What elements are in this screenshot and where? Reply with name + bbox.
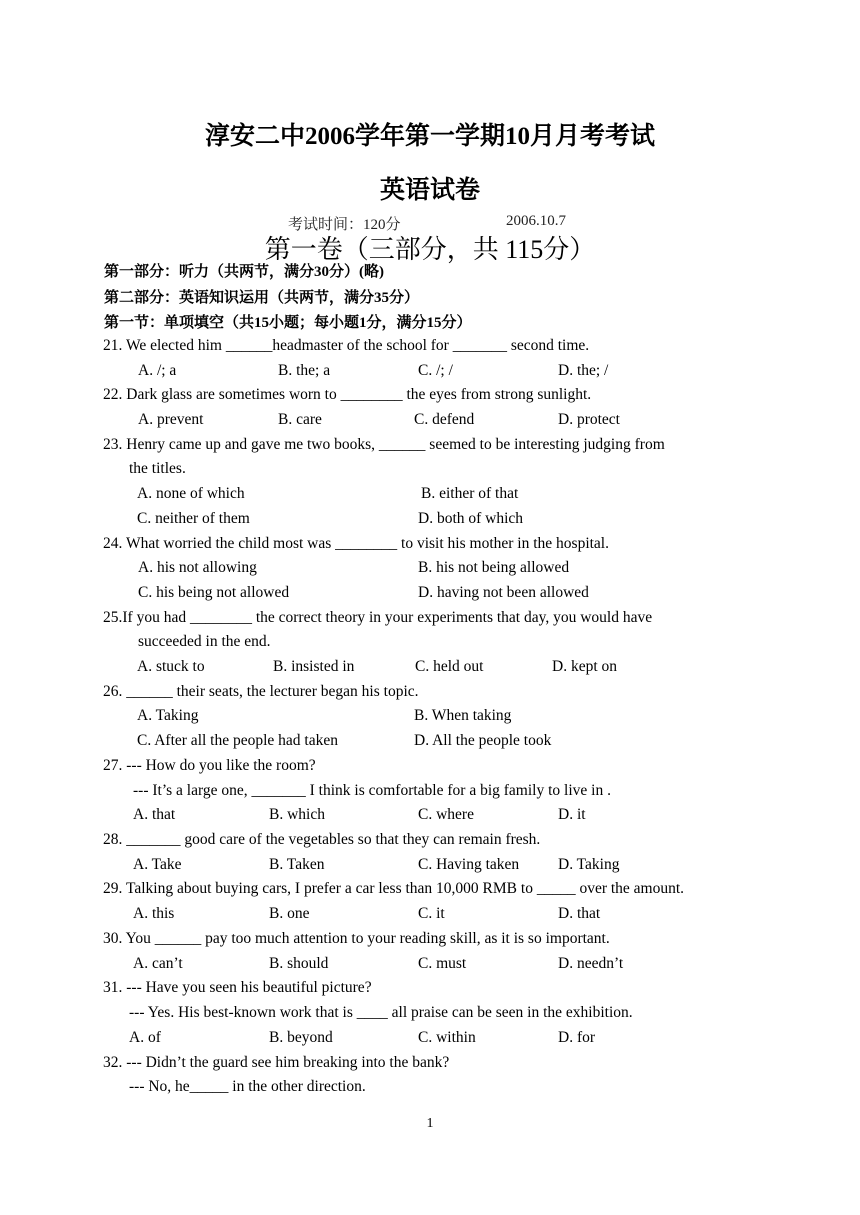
question-29-option-a: A. this (133, 905, 175, 922)
question-31-option-a: A. of (129, 1029, 161, 1046)
question-21-option-d: D. the; / (558, 362, 609, 379)
question-22-option-d: D. protect (558, 411, 620, 428)
page-number: 1 (426, 1116, 434, 1131)
question-24-stem: 24. What worried the child most was ________ to visit his mother in the hospital. (103, 535, 609, 552)
question-24-option-a: A. his not allowing (138, 559, 257, 576)
question-32-stem: 32. --- Didn’t the guard see him breaking into the bank? (103, 1054, 450, 1071)
question-31-stem: 31. --- Have you seen his beautiful picture? (103, 979, 372, 996)
question-29-option-b: B. one (269, 905, 310, 922)
section-single-choice: 第一节：单项填空（共15小题；每小题1分，满分15分） (104, 315, 472, 331)
question-30-option-c: C. must (418, 955, 467, 972)
question-25-stem: 25.If you had ________ the correct theory in your experiments that day, you would have (103, 609, 653, 626)
question-30-option-a: A. can’t (133, 955, 183, 972)
question-23-option-d: D. both of which (418, 510, 524, 527)
exam-title: 淳安二中2006学年第一学期10月月考考试 (204, 123, 655, 150)
question-21-option-b: B. the; a (278, 362, 331, 379)
question-25-option-b: B. insisted in (273, 658, 355, 675)
question-26-option-c: C. After all the people had taken (137, 732, 339, 749)
question-23-option-c: C. neither of them (137, 510, 250, 527)
question-27-option-a: A. that (133, 806, 176, 823)
question-27-stem-continued: --- It’s a large one, _______ I think is comfortable for a big family to live in . (133, 782, 611, 799)
part-title: 第一卷（三部分，共 115分） (264, 235, 596, 264)
exam-time: 考试时间：120分 (288, 217, 401, 233)
question-26-option-a: A. Taking (137, 707, 199, 724)
section-listening: 第一部分：听力（共两节，满分30分）(略) (104, 264, 384, 280)
question-30-option-d: D. needn’t (558, 955, 624, 972)
question-26-option-b: B. When taking (414, 707, 512, 724)
question-31-option-d: D. for (558, 1029, 596, 1046)
question-25-option-c: C. held out (415, 658, 484, 675)
question-26-stem: 26. ______ their seats, the lecturer began his topic. (103, 683, 419, 700)
exam-subtitle: 英语试卷 (379, 177, 480, 204)
section-knowledge: 第二部分：英语知识运用（共两节，满分35分） (104, 290, 420, 306)
question-28-stem: 28. _______ good care of the vegetables so that they can remain fresh. (103, 831, 541, 848)
question-30-option-b: B. should (269, 955, 329, 972)
question-27-option-b: B. which (269, 806, 325, 823)
question-25-option-d: D. kept on (552, 658, 618, 675)
question-28-option-d: D. Taking (558, 856, 620, 873)
question-27-stem: 27. --- How do you like the room? (103, 757, 316, 774)
question-22-option-a: A. prevent (138, 411, 204, 428)
question-31-option-b: B. beyond (269, 1029, 333, 1046)
question-29-option-d: D. that (558, 905, 601, 922)
question-23-option-a: A. none of which (137, 485, 245, 502)
question-24-option-d: D. having not been allowed (418, 584, 589, 601)
question-25-stem-continued: succeeded in the end. (138, 633, 271, 650)
exam-date: 2006.10.7 (506, 213, 566, 229)
question-29-option-c: C. it (418, 905, 445, 922)
question-27-option-d: D. it (558, 806, 586, 823)
question-22-option-c: C. defend (414, 411, 475, 428)
question-28-option-b: B. Taken (269, 856, 325, 873)
question-22-option-b: B. care (278, 411, 322, 428)
question-24-option-c: C. his being not allowed (138, 584, 290, 601)
question-22-stem: 22. Dark glass are sometimes worn to ________ the eyes from strong sunlight. (103, 386, 592, 403)
question-30-stem: 30. You ______ pay too much attention to your reading skill, as it is so important. (103, 930, 610, 947)
question-26-option-d: D. All the people took (414, 732, 552, 749)
question-27-option-c: C. where (418, 806, 474, 823)
question-29-stem: 29. Talking about buying cars, I prefer a car less than 10,000 RMB to _____ over the amount. (103, 880, 685, 897)
question-21-option-c: C. /; / (418, 362, 453, 379)
question-21-option-a: A. /; a (138, 362, 177, 379)
question-23-option-b: B. either of that (421, 485, 519, 502)
question-31-option-c: C. within (418, 1029, 476, 1046)
question-25-option-a: A. stuck to (137, 658, 205, 675)
question-21-stem: 21. We elected him ______headmaster of the school for _______ second time. (103, 337, 590, 354)
question-23-stem: 23. Henry came up and gave me two books, ______ seemed to be interesting judging from (103, 436, 665, 453)
question-32-stem-continued: --- No, he_____ in the other direction. (129, 1078, 366, 1095)
question-28-option-c: C. Having taken (418, 856, 520, 873)
question-28-option-a: A. Take (133, 856, 182, 873)
question-31-stem-continued: --- Yes. His best-known work that is ____ all praise can be seen in the exhibition. (129, 1004, 633, 1021)
question-24-option-b: B. his not being allowed (418, 559, 570, 576)
question-23-stem-continued: the titles. (129, 460, 186, 477)
